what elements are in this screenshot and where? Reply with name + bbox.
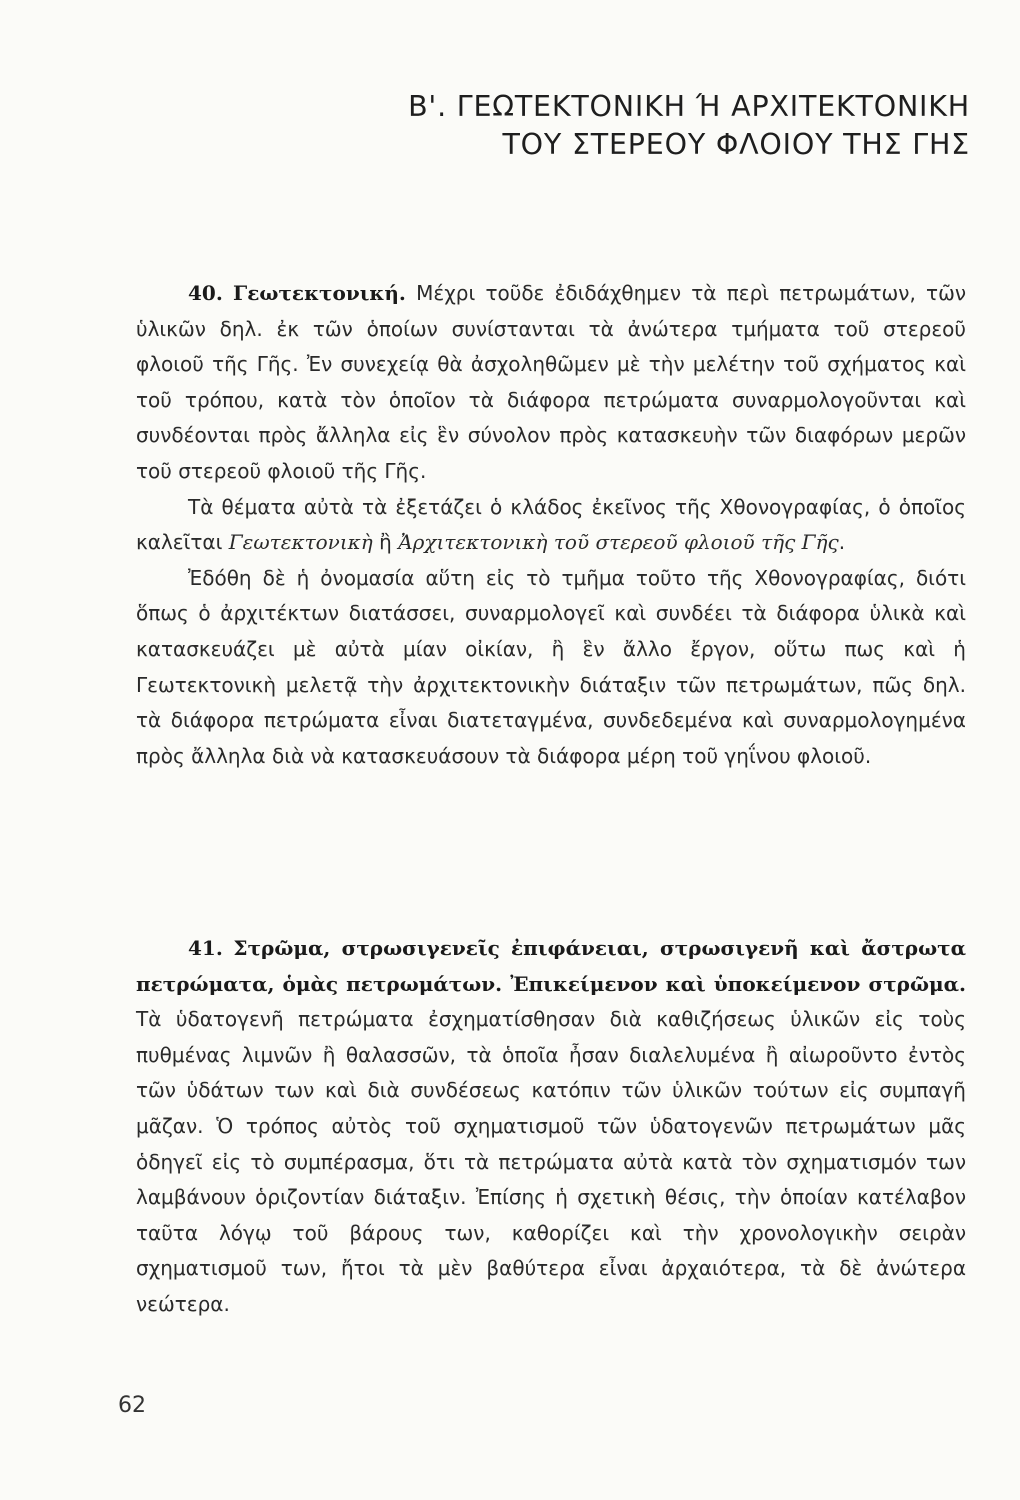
section-40-heading: Γεωτεκτονική.	[233, 281, 406, 305]
section-40	[136, 276, 966, 774]
section-41-paragraph-1-text: Τὰ ὑδατογενῆ πετρώματα ἐσχηματίσθησαν διὰ καθιζήσεως ὑλικῶν εἰς τοὺς πυθμένας λιμνῶν ἢ θαλασσῶν, τὰ ὁποῖα ἦσαν διαλελυμένα ἢ αἰωροῦντο ἐντὸς τῶν ὑδάτων των καὶ διὰ συνδέσεως κατόπιν τῶν ὑλικῶν τούτων εἰς συμπαγῆ μᾶζαν. Ὁ τρόπος αὐτὸς τοῦ σχηματισμοῦ τῶν ὑδατογενῶν πετρωμάτων μᾶς ὁδηγεῖ εἰς τὸ συμπέρασμα, ὅτι τὰ πετρώματα αὐτὰ κατὰ τὸν σχηματισμόν των λαμβάνουν ὁριζοντίαν διάταξιν. Ἐπίσης ἡ σχετικὴ θέσις, τὴν ὁποίαν κατέλαβον ταῦτα λόγῳ τοῦ βάρους των, καθορίζει καὶ τὴν χρονολογικὴν σειρὰν σχηματισμοῦ των, ἤτοι τὰ μὲν βαθύτερα εἶναι ἀρχαιότερα, τὰ δὲ ἀνώτερα νεώτερα.	[136, 1007, 966, 1316]
section-40-paragraph-2-text: Τὰ θέματα αὐτὰ τὰ ἐξετάζει ὁ κλάδος ἐκεῖνος τῆς Χθονογραφίας, ὁ ὁποῖος καλεῖται	[136, 494, 966, 555]
chapter-title-line-2: ΤΟΥ ΣΤΕΡΕΟΥ ΦΛΟΙΟΥ ΤΗΣ ΓΗΣ	[502, 128, 970, 161]
section-40-paragraph-2-end: .	[838, 530, 846, 555]
term-geotectonics: Γεωτεκτονικὴ	[228, 530, 373, 555]
term-architecture-of-crust: Ἀρχιτεκτονικὴ τοῦ στερεοῦ φλοιοῦ τῆς Γῆς	[398, 530, 839, 555]
section-40-paragraph-1	[136, 276, 966, 490]
section-40-paragraph-1-text: Μέχρι τοῦδε ἐδιδάχθημεν τὰ περὶ πετρωμάτων, τῶν ὑλικῶν δηλ. ἐκ τῶν ὁποίων συνίστανται τὰ ἀνώτερα τμήματα τοῦ στερεοῦ φλοιοῦ τῆς Γῆς. Ἐν συνεχείᾳ θὰ ἀσχοληθῶμεν μὲ τὴν μελέτην τοῦ σχήματος καὶ τοῦ τρόπου, κατὰ τὸν ὁποῖον τὰ διάφορα πετρώματα συναρμολογοῦνται καὶ συνδέονται πρὸς ἄλληλα εἰς ἓν σύνολον πρὸς κατασκευὴν τῶν διαφόρων μερῶν τοῦ στερεοῦ φλοιοῦ τῆς Γῆς.	[136, 281, 967, 483]
conjunction-or: ἢ	[379, 530, 392, 555]
page-number: 62	[118, 1393, 146, 1418]
section-41-number: 41.	[188, 936, 223, 960]
section-41	[136, 931, 966, 1323]
section-40-paragraph-2	[136, 490, 966, 561]
section-41-paragraph-1	[136, 931, 966, 1323]
section-40-number: 40.	[188, 281, 223, 305]
section-40-paragraph-3: Ἐδόθη δὲ ἡ ὀνομασία αὕτη εἰς τὸ τμῆμα τοῦτο τῆς Χθονογραφίας, διότι ὅπως ὁ ἀρχιτέκτων διατάσσει, συναρμολογεῖ καὶ συνδέει τὰ διάφορα ὑλικὰ καὶ κατασκευάζει μὲ αὐτὰ μίαν οἰκίαν, ἢ ἓν ἄλλο ἔργον, οὕτω πως καὶ ἡ Γεωτεκτονικὴ μελετᾷ τὴν ἀρχιτεκτονικὴν διάταξιν τῶν πετρωμάτων, πῶς δηλ. τὰ διάφορα πετρώματα εἶναι διατεταγμένα, συνδεδεμένα καὶ συναρμολογημένα πρὸς ἄλληλα διὰ νὰ κατασκευάσουν τὰ διάφορα μέρη τοῦ γηΐνου φλοιοῦ.	[136, 565, 966, 768]
chapter-title-line-1: Β'. ΓΕΩΤΕΚΤΟΝΙΚΗ Ή ΑΡΧΙΤΕΚΤΟΝΙΚΗ	[408, 90, 970, 123]
section-41-heading: Στρῶμα, στρωσιγενεῖς ἐπιφάνειαι, στρωσιγενῆ καὶ ἄστρωτα πετρώματα, ὁμὰς πετρωμάτων. Ἐπικείμενον καὶ ὑποκείμενον στρῶμα.	[136, 936, 966, 996]
chapter-title	[408, 88, 970, 164]
